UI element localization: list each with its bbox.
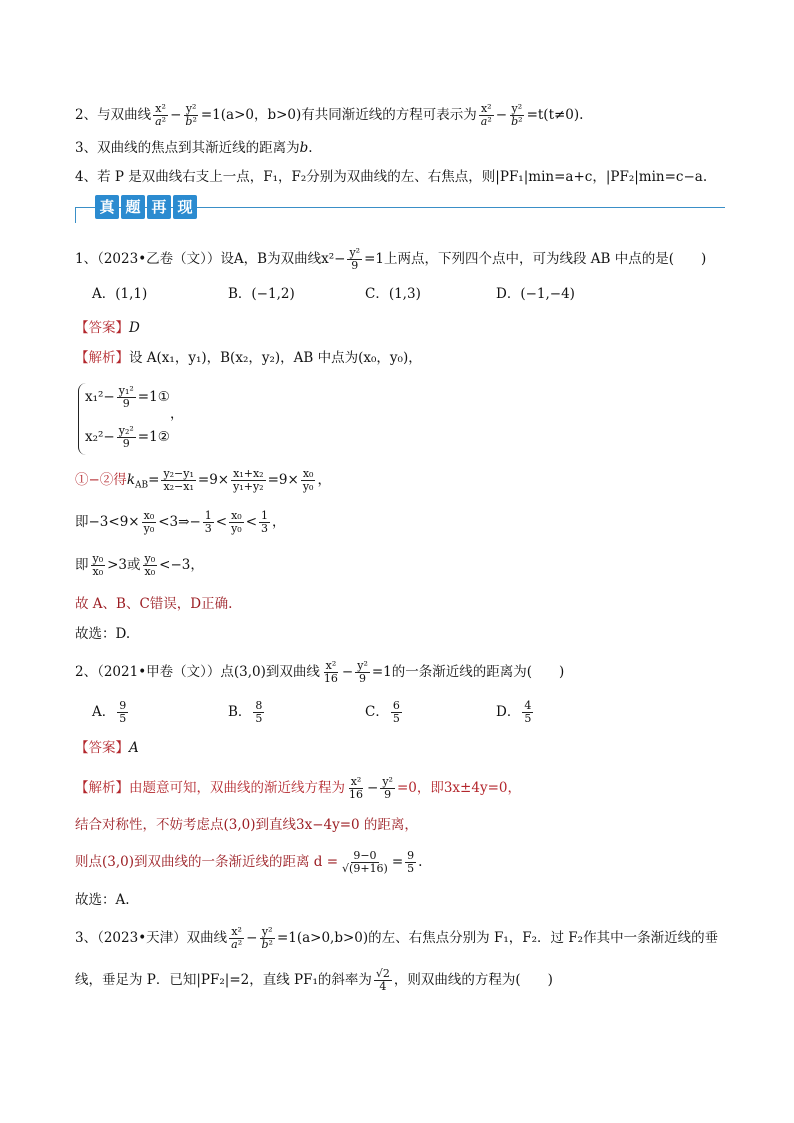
q3-frac-sqrt2-4: $\frac{√2}{4}$	[375, 967, 390, 993]
q1-option-b: B．(−1,2)	[228, 286, 295, 302]
q1-frac-sum: $\frac{\text{x₁+x₂}}{\text{y₁+y₂}}$	[233, 467, 264, 493]
fact-2-cond: =1(a>0，b>0)	[200, 107, 302, 123]
q1-option-c: C．(1,3)	[365, 286, 421, 302]
q2-analysis-3: 则点(3,0)到双曲线的一条渐近线的距离 d = $\frac{9-0}{√(9+16)}$ = $\frac{9}{5}$ .	[75, 849, 423, 875]
q2-option-c-num: 6	[392, 699, 400, 712]
q2-option-d-den: 5	[524, 712, 532, 725]
q2-frac-9-5: $\frac{9}{5}$	[407, 849, 415, 875]
q1-eq2-frac: $\frac{\text{y₂²}}{9}$	[118, 424, 134, 450]
q2-option-a-num: 9	[119, 699, 127, 712]
q2-option-d-letter: D．	[496, 704, 521, 720]
q1-answer	[75, 318, 140, 338]
fact-2-mid: 有共同渐近线的方程可表示为	[301, 107, 477, 123]
q2-choose: 故选：A.	[75, 892, 130, 908]
q2-frac-x2-16: $\frac{\text{x²}}{16}$	[323, 659, 338, 685]
q1-frac-x0y0-b: $\frac{\text{x₀}}{\text{y₀}}$	[143, 509, 155, 535]
q2-frac-y2-9: $\frac{\text{y²}}{9}$	[357, 659, 368, 685]
q2-analysis-text-b: =0，即3x±4y=0，	[396, 780, 521, 796]
q1-analysis-text: 设 A(x₁，y₁)，B(x₂，y₂)，AB 中点为(x₀，y₀)，	[129, 350, 422, 366]
q2-option-b	[228, 700, 266, 725]
q1-frac-x0y0: $\frac{\text{x₀}}{\text{y₀}}$	[302, 467, 314, 493]
q1-eq1-frac: $\frac{\text{y₁²}}{9}$	[118, 384, 134, 410]
fact-3-var: b	[299, 140, 309, 156]
q1-frac-y2-9: $\frac{\text{y²}}{9}$	[349, 246, 361, 272]
q1-stem: 1、（2023•乙卷（文））设A，B为双曲线x²− $\frac{\text{y²}}{9}$ =1上两点，下列四个点中，可为线段 AB 中点的是( )	[75, 246, 707, 272]
q1-eq1-tail: =1①	[137, 389, 170, 405]
q2-answer-label: 【答案】	[75, 740, 129, 756]
q3-stem-2	[75, 968, 553, 993]
q1-step3-b: >3或	[107, 557, 141, 573]
q2-option-d	[496, 700, 535, 725]
q1-frac-1-3: $\frac{1}{3}$	[204, 509, 212, 535]
q1-source: 1、（2023•乙卷（文））设	[75, 251, 234, 267]
q1-step3-a: 即	[75, 557, 89, 573]
q1-frac-slope: $\frac{\text{y₂−y₁}}{\text{x₂−x₁}}$	[163, 467, 194, 493]
q2-stem-b: =1的一条渐近线的距离为( )	[371, 664, 565, 680]
q2-option-c	[365, 700, 404, 725]
banner-char-3: 再	[147, 195, 171, 219]
q1-option-a: A．(1,1)	[92, 286, 148, 302]
q1-eq-comma: ，	[170, 406, 184, 422]
q3-stem-2-tail: ，则双曲线的方程为( )	[393, 972, 553, 988]
frac-y2-b2: $\frac{\text{y²}}{\text{b²}}$	[185, 102, 197, 128]
q1-eq2-tail: =1②	[137, 429, 170, 445]
q2-option-c-letter: C．	[365, 704, 389, 720]
q2-option-b-letter: B．	[228, 704, 252, 720]
q1-stem-a: A，B为双曲线	[233, 251, 322, 267]
q2-analysis-3-text: 则点(3,0)到双曲线的一条渐近线的距离 d =	[75, 854, 339, 870]
banner-left-edge	[75, 207, 94, 223]
q1-stem-b: =1上两点，下列四个点中，可为线段 AB 中点的是( )	[364, 251, 707, 267]
q2-option-b-den: 5	[255, 712, 263, 725]
fact-3: 3、双曲线的焦点到其渐近线的距离为b.	[75, 140, 313, 156]
fact-2-cond2: =t(t≠0).	[526, 107, 584, 123]
q2-answer	[75, 738, 139, 758]
banner-title	[95, 195, 199, 219]
q1-frac-y0x0: $\frac{\text{y₀}}{\text{x₀}}$	[92, 552, 104, 578]
q1-frac-1-3-b: $\frac{1}{3}$	[261, 509, 269, 535]
banner-char-2: 题	[121, 195, 145, 219]
fact-2: 2、与双曲线 $\frac{\text{x²}}{\text{a²}}$ − $\frac{\text{y²}}{\text{b²}}$ =1(a>0，b>0)有共同渐近线的方程可表示为 $\frac{\text{x²}}{\text{a²}}$ − $\frac{\text{y²}}{\text{b²}}$ =t(t≠0).	[75, 102, 584, 128]
banner-char-1: 真	[95, 195, 119, 219]
q2-option-b-num: 8	[255, 699, 263, 712]
q2-option-a-letter: A．	[92, 704, 116, 720]
q2-analysis-text: 由题意可知，双曲线的渐近线方程为	[129, 780, 345, 796]
fact-2-prefix: 2、与双曲线	[75, 107, 152, 123]
q2-option-c-den: 5	[392, 712, 400, 725]
q1-answer-value: D	[129, 320, 140, 336]
q2-frac-x2-16-b: $\frac{\text{x²}}{16}$	[349, 775, 363, 801]
q1-analysis-label: 【解析】	[75, 350, 129, 366]
q2-stem: 2、（2021•甲卷（文））点(3,0)到双曲线 $\frac{\text{x²}}{16}$ − $\frac{\text{y²}}{9}$ =1的一条渐近线的距离为( )	[75, 659, 565, 685]
frac-x2-a2: $\frac{\text{x²}}{\text{a²}}$	[155, 102, 167, 128]
q1-step1-rest: ，	[317, 472, 331, 488]
q1-answer-label: 【答案】	[75, 320, 129, 336]
q2-option-a-den: 5	[119, 712, 127, 725]
q2-answer-value: A	[129, 740, 139, 756]
banner-char-4: 现	[173, 195, 197, 219]
q2-analysis-1: 【解析】由题意可知，双曲线的渐近线方程为 $\frac{\text{x²}}{16}$ − $\frac{\text{y²}}{9}$ =0，即3x±4y=0，	[75, 775, 521, 801]
q2-analysis-2: 结合对称性，不妨考虑点(3,0)到直线3x−4y=0 的距离，	[75, 817, 418, 833]
q1-option-d: D．(−1,−4)	[496, 286, 575, 302]
section-banner	[75, 193, 725, 223]
q1-step3-c: <−3，	[159, 557, 204, 573]
q1-step1-red: ①−②得	[75, 472, 127, 488]
q1-eq2: x₂²− $\frac{\text{y₂²}}{9}$ =1②	[85, 424, 170, 450]
q1-step2-b: <3⇒−	[158, 514, 201, 530]
frac-y2-b2-b: $\frac{\text{y²}}{\text{b²}}$	[511, 102, 523, 128]
q1-analysis-1	[75, 348, 422, 368]
q1-choose: 故选：D.	[75, 626, 131, 642]
q3-stem: 3、（2023•天津）双曲线 $\frac{\text{x²}}{\text{a²}}$ − $\frac{\text{y²}}{\text{b²}}$ =1(a>0,b>0)的左、右焦点分别为 F₁，F₂．过 F₂作其中一条渐近线的垂	[75, 925, 719, 951]
q2-frac-distance: $\frac{9-0}{√(9+16)}$	[342, 849, 388, 875]
q2-source: 2、（2021•甲卷（文））点(3,0)到双曲线	[75, 664, 320, 680]
q1-step-2: 即−3<9× $\frac{\text{x₀}}{\text{y₀}}$ <3⇒− $\frac{1}{3}$ < $\frac{\text{x₀}}{\text{y₀}}$ < $\frac{1}{3}$ ，	[75, 509, 286, 535]
q3-stem-2-text: 线，垂足为 P．已知|PF₂|=2，直线 PF₁的斜率为	[75, 972, 372, 988]
q3-source: 3、（2023•天津）双曲线	[75, 930, 228, 946]
q1-step2-a: 即−3<9×	[75, 514, 140, 530]
fact-3-text: 3、双曲线的焦点到其渐近线的距离为	[75, 140, 300, 156]
q1-eq1: x₁²− $\frac{\text{y₁²}}{9}$ =1①	[85, 384, 170, 410]
frac-x2-a2-b: $\frac{\text{x²}}{\text{a²}}$	[480, 102, 492, 128]
q2-frac-y2-9-b: $\frac{\text{y²}}{9}$	[382, 775, 393, 801]
q1-step-3	[75, 553, 204, 578]
q1-frac-x0y0-c: $\frac{\text{x₀}}{\text{y₀}}$	[231, 509, 242, 535]
q1-conclusion: 故 A、B、C错误，D正确.	[75, 596, 233, 612]
q3-frac-x2-a2: $\frac{\text{x²}}{\text{a²}}$	[231, 925, 243, 951]
q3-frac-y2-b2: $\frac{\text{y²}}{\text{b²}}$	[261, 925, 273, 951]
q2-option-d-num: 4	[524, 699, 532, 712]
q2-option-a	[92, 700, 130, 725]
fact-4: 4、若 P 是双曲线右支上一点，F₁，F₂分别为双曲线的左、右焦点，则|PF₁|min=a+c，|PF₂|min=c−a.	[75, 169, 708, 185]
q2-analysis-label: 【解析】	[75, 780, 129, 796]
q3-stem-b: =1(a>0,b>0)的左、右焦点分别为 F₁，F₂．过 F₂作其中一条渐近线的垂	[276, 930, 719, 946]
q1-step-1: ①−②得$k_{AB}=$ $\frac{\text{y₂−y₁}}{\text{x₂−x₁}}$ =9× $\frac{\text{x₁+x₂}}{\text{y₁+y₂}}$ =9× $\frac{\text{x₀}}{\text{y₀}}$ ，	[75, 467, 331, 493]
q1-frac-y0x0-b: $\frac{\text{y₀}}{\text{x₀}}$	[144, 552, 156, 578]
